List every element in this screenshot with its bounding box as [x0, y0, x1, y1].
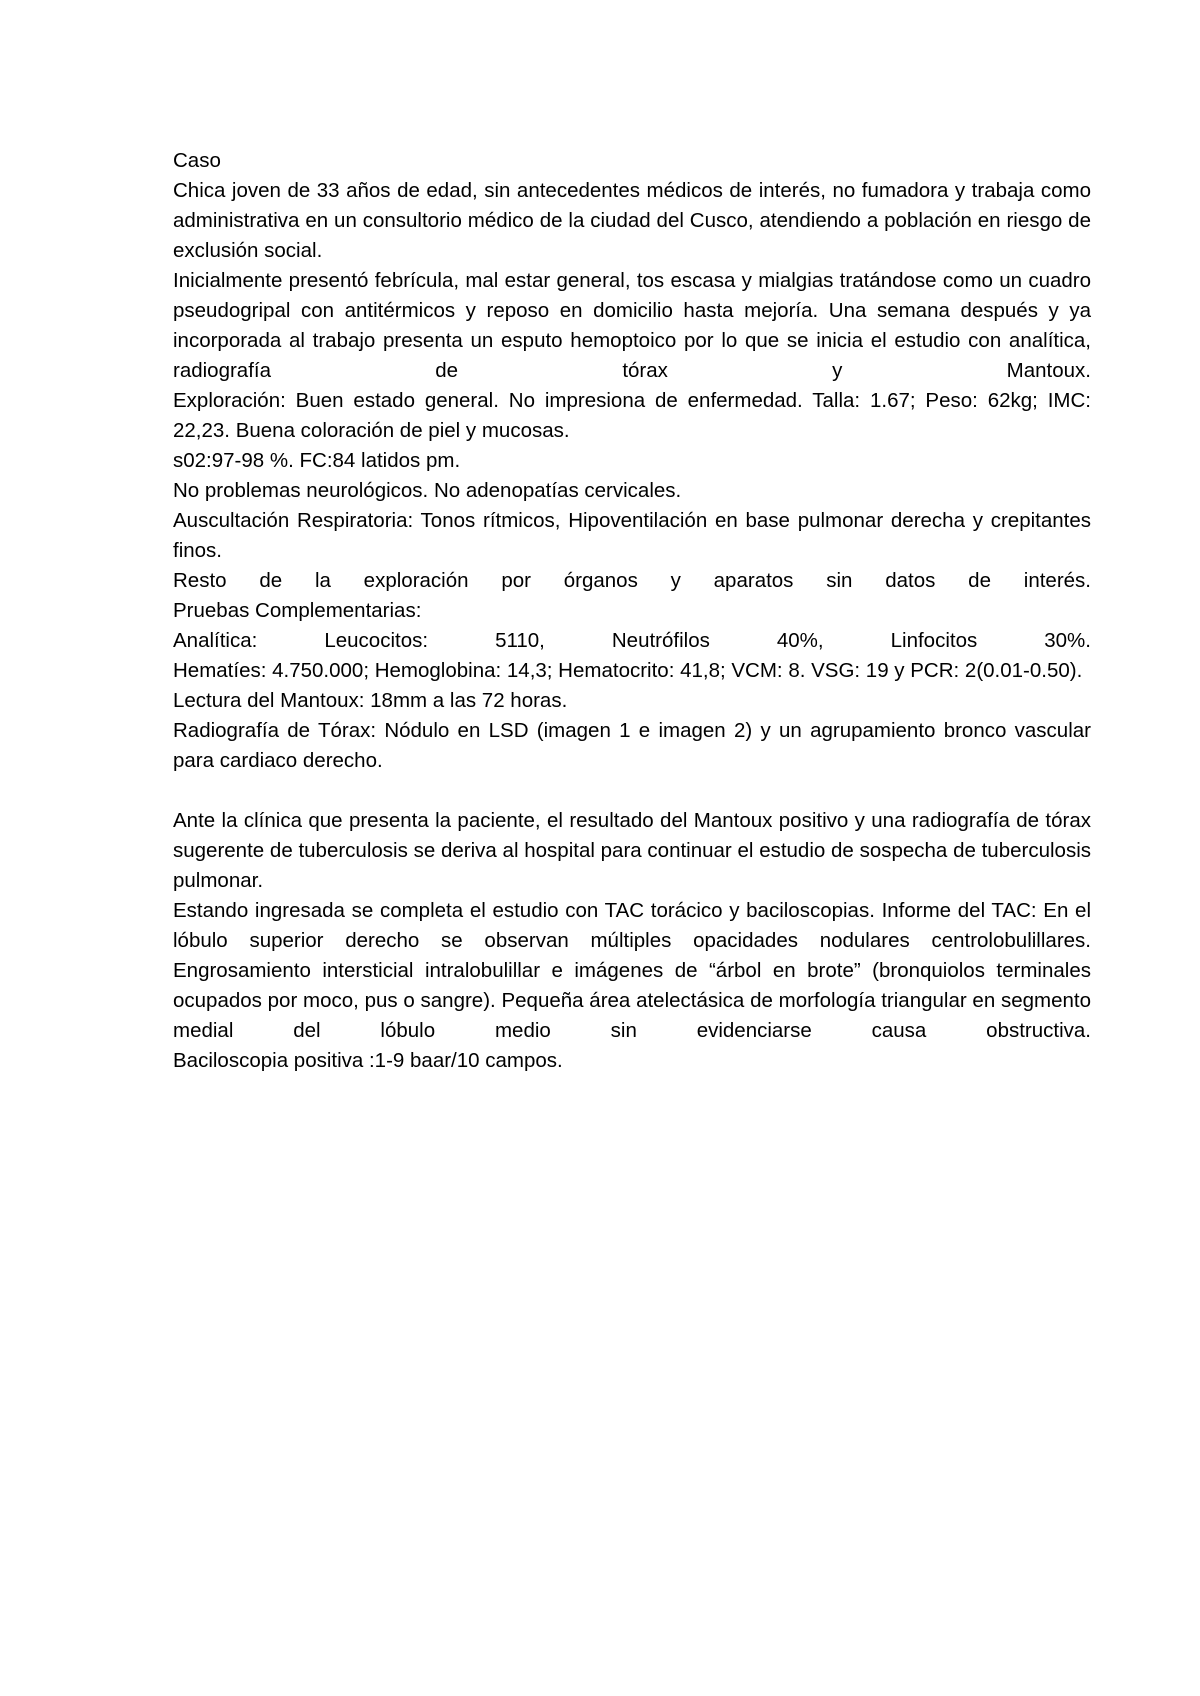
paragraph-patient-profile: Chica joven de 33 años de edad, sin antecedentes médicos de interés, no fumadora y trabaja como administrativa en un consultorio médico de la ciudad del Cusco, atendiendo a población en riesgo de exclusión social.	[173, 179, 1091, 262]
document-body	[173, 146, 1091, 1076]
paragraph-tac-report: Estando ingresada se completa el estudio con TAC torácico y baciloscopias. Informe del TAC: En el lóbulo superior derecho se observan múltiples opacidades nodulares centrolobulillares. Engrosamiento intersticial intralobulillar e imágenes de “árbol en brote” (bronquiolos terminales ocupados por moco, pus o sangre). Pequeña área atelectásica de morfología triangular en segmento medial del lóbulo medio sin evidenciarse causa obstructiva.	[173, 899, 1091, 1042]
paragraph-exploration: Exploración: Buen estado general. No impresiona de enfermedad. Talla: 1.67; Peso: 62kg; IMC: 22,23. Buena coloración de piel y mucosas.	[173, 389, 1091, 442]
paragraph-rest-exploration: Resto de la exploración por órganos y aparatos sin datos de interés.	[173, 569, 1091, 592]
paragraph-hematology: Hematíes: 4.750.000; Hemoglobina: 14,3; Hematocrito: 41,8; VCM: 8. VSG: 19 y PCR: 2(0.01-0.50).	[173, 659, 1083, 682]
paragraph-referral: Ante la clínica que presenta la paciente, el resultado del Mantoux positivo y una radiografía de tórax sugerente de tuberculosis se deriva al hospital para continuar el estudio de sospecha de tuberculosis pulmonar.	[173, 809, 1091, 892]
paragraph-vitals: s02:97-98 %. FC:84 latidos pm.	[173, 449, 461, 472]
document-title: Caso	[173, 149, 221, 172]
paragraph-xray: Radiografía de Tórax: Nódulo en LSD (imagen 1 e imagen 2) y un agrupamiento bronco vascular para cardiaco derecho.	[173, 719, 1091, 772]
paragraph-bacilloscopy: Baciloscopia positiva :1-9 baar/10 campos.	[173, 1049, 563, 1072]
paragraph-initial-symptoms: Inicialmente presentó febrícula, mal estar general, tos escasa y mialgias tratándose como un cuadro pseudogripal con antitérmicos y reposo en domicilio hasta mejoría. Una semana después y ya incorporada al trabajo presenta un esputo hemoptoico por lo que se inicia el estudio con analítica, radiografía de tórax y Mantoux.	[173, 269, 1091, 382]
paragraph-spacer	[173, 776, 1091, 806]
paragraph-analytics: Analítica: Leucocitos: 5110, Neutrófilos 40%, Linfocitos 30%.	[173, 629, 1091, 652]
paragraph-auscultation: Auscultación Respiratoria: Tonos rítmicos, Hipoventilación en base pulmonar derecha y crepitantes finos.	[173, 509, 1091, 562]
paragraph-tests-heading: Pruebas Complementarias:	[173, 599, 422, 622]
paragraph-mantoux: Lectura del Mantoux: 18mm a las 72 horas.	[173, 689, 568, 712]
paragraph-neuro: No problemas neurológicos. No adenopatías cervicales.	[173, 479, 682, 502]
